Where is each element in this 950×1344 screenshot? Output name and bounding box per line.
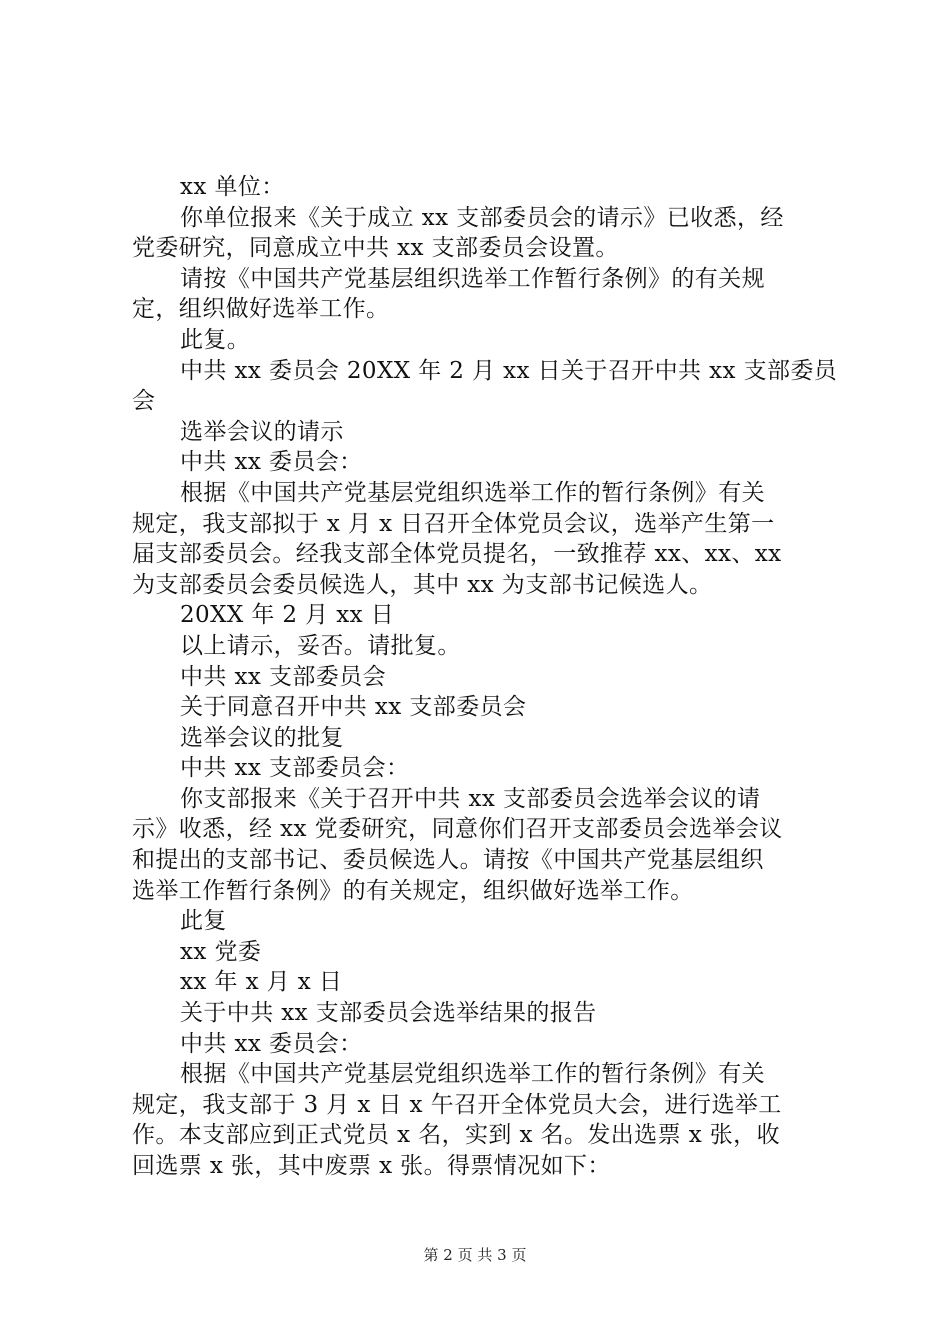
text-line: 会	[132, 388, 156, 415]
text-line: 为支部委员会委员候选人，其中 xx 为支部书记候选人。	[132, 571, 713, 598]
text-line: 届支部委员会。经我支部全体党员提名，一致推荐 xx、xx、xx	[132, 541, 782, 568]
text-line: 此复	[180, 908, 227, 935]
page-footer: 第 2 页 共 3 页	[423, 1246, 527, 1264]
text-line: 选举会议的批复	[180, 724, 344, 751]
text-line: 你单位报来《关于成立 xx 支部委员会的请示》已收悉，经	[180, 204, 784, 231]
text-line: 中共 xx 支部委员会：	[180, 755, 410, 782]
text-line: 选举工作暂行条例》的有关规定，组织做好选举工作。	[132, 877, 694, 904]
text-line: 中共 xx 委员会 20XX 年 2 月 xx 日关于召开中共 xx 支部委员	[180, 357, 838, 384]
text-line: 20XX 年 2 月 xx 日	[180, 602, 395, 629]
text-line: 回选票 x 张，其中废票 x 张。得票情况如下：	[132, 1153, 611, 1179]
text-line: xx 单位：	[180, 174, 285, 200]
text-line: xx 年 x 月 x 日	[180, 969, 343, 996]
text-line: 选举会议的请示	[180, 418, 344, 445]
text-line: 规定，我支部拟于 x 月 x 日召开全体党员会议，选举产生第一	[132, 510, 775, 537]
text-line: 此复。	[180, 326, 251, 353]
text-line: 规定，我支部于 3 月 x 日 x 午召开全体党员大会，进行选举工	[132, 1091, 782, 1118]
text-line: 根据《中国共产党基层党组织选举工作的暂行条例》有关	[180, 479, 765, 506]
text-line: xx 党委	[180, 938, 262, 965]
text-line: 中共 xx 委员会：	[180, 1030, 363, 1057]
document-body	[132, 172, 838, 1182]
text-line: 和提出的支部书记、委员候选人。请按《中国共产党基层组织	[132, 847, 764, 874]
text-line: 中共 xx 支部委员会	[180, 663, 386, 690]
text-line: 党委研究，同意成立中共 xx 支部委员会设置。	[132, 235, 619, 262]
text-line: 定，组织做好选举工作。	[132, 296, 390, 323]
text-line: 关于中共 xx 支部委员会选举结果的报告	[180, 1000, 597, 1027]
text-line: 根据《中国共产党基层党组织选举工作的暂行条例》有关	[180, 1061, 765, 1088]
text-line: 请按《中国共产党基层组织选举工作暂行条例》的有关规	[180, 265, 765, 292]
text-line: 以上请示，妥否。请批复。	[180, 632, 461, 659]
text-line: 你支部报来《关于召开中共 xx 支部委员会选举会议的请	[180, 785, 761, 812]
text-line: 中共 xx 委员会：	[180, 449, 363, 476]
text-line: 作。本支部应到正式党员 x 名，实到 x 名。发出选票 x 张，收	[132, 1122, 780, 1149]
text-line: 关于同意召开中共 xx 支部委员会	[180, 694, 527, 721]
text-line: 示》收悉，经 xx 党委研究，同意你们召开支部委员会选举会议	[132, 816, 783, 843]
